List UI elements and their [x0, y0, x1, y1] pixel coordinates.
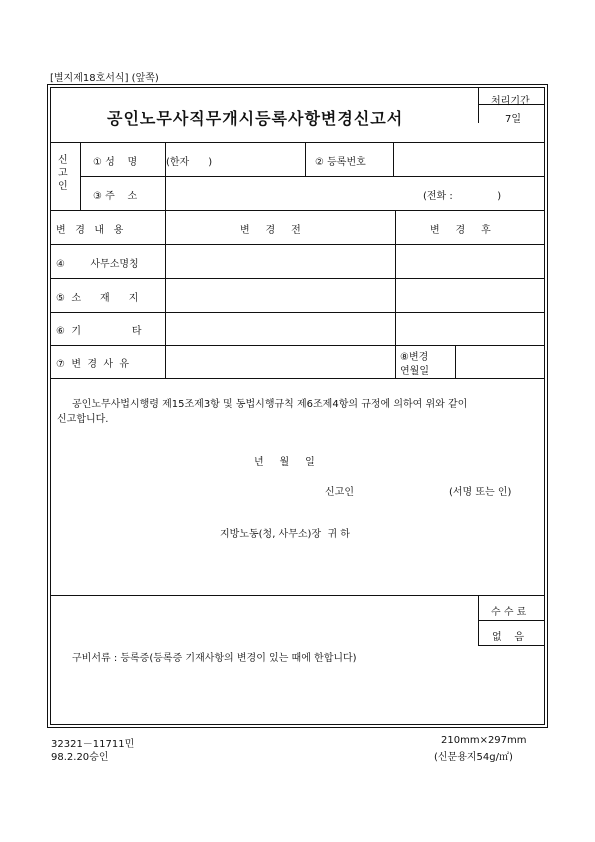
fee-value: 없 음: [492, 632, 525, 643]
signature-field[interactable]: (서명 또는 인): [449, 487, 512, 498]
change-reason-label: ⑦ 변 경 사 유: [56, 359, 130, 370]
footer-paper-size: 210mm×297mm: [441, 735, 527, 746]
location-label: ⑤ 소 재 지: [56, 293, 139, 304]
other-label: ⑥ 기 타: [56, 326, 142, 337]
form-title: 공인노무사직무개시등록사항변경신고서: [107, 109, 404, 128]
footer-form-number: 32321－11711민: [51, 739, 135, 750]
addressee: 지방노동(청, 사무소)장 귀 하: [220, 529, 350, 540]
registration-number-label: ② 등록번호: [315, 157, 366, 168]
col-line: [395, 210, 396, 378]
col-line: [393, 142, 394, 176]
name-label: ① 성 명: [93, 157, 138, 168]
row-line: [50, 244, 545, 245]
declaration-text-2: 신고합니다.: [57, 414, 109, 425]
change-content-header: 변 경 내 용: [56, 225, 124, 236]
row-line: [50, 210, 545, 211]
declaration-date[interactable]: 년 월 일: [254, 457, 315, 468]
change-date-label-2: 연월일: [400, 366, 429, 377]
before-change-header: 변 경 전: [240, 225, 301, 236]
col-line: [80, 142, 81, 210]
fee-divider: [478, 595, 479, 645]
processing-period-label: 처리기간: [491, 96, 530, 107]
reporter-sign-label: 신고인: [325, 487, 354, 498]
reporter-label: [58, 154, 72, 193]
col-line: [455, 345, 456, 378]
fee-line: [478, 620, 545, 621]
fee-bottom-line: [478, 645, 545, 646]
processing-period-value: 7일: [505, 114, 522, 125]
fee-label: 수 수 료: [491, 607, 527, 618]
row-line: [50, 278, 545, 279]
name-hanja-field[interactable]: (한자 ): [166, 157, 213, 168]
row-line: [50, 312, 545, 313]
row-line: [50, 345, 545, 346]
footer-paper-type: (신문용지54g/㎡): [434, 752, 513, 763]
after-change-header: 변 경 후: [430, 225, 491, 236]
period-divider: [478, 87, 479, 123]
change-date-label-1: ⑧변경: [400, 352, 429, 363]
declaration-text-1: 공인노무사법시행령 제15조제3항 및 동법시행규칙 제6조제4항의 규정에 의하여 위와 같이: [72, 399, 468, 410]
phone-field[interactable]: (전화 : ): [423, 191, 502, 202]
office-name-label: ④ 사무소명칭: [56, 259, 139, 270]
row-line: [50, 595, 545, 596]
reporter-label-char: 고: [58, 168, 68, 179]
reporter-label-char: 인: [58, 181, 68, 192]
col-line: [165, 142, 166, 378]
required-documents: 구비서류 : 등록증(등록증 기재사항의 변경이 있는 때에 한합니다): [72, 653, 357, 664]
row-line: [50, 142, 545, 143]
row-line: [50, 378, 545, 379]
col-line: [305, 142, 306, 176]
footer-approval: 98.2.20승인: [51, 752, 109, 763]
form-number-label: [별지제18호서식] (앞쪽): [50, 73, 159, 84]
address-label: ③ 주 소: [93, 191, 138, 202]
reporter-label-char: 신: [58, 155, 68, 166]
row-line: [80, 176, 545, 177]
